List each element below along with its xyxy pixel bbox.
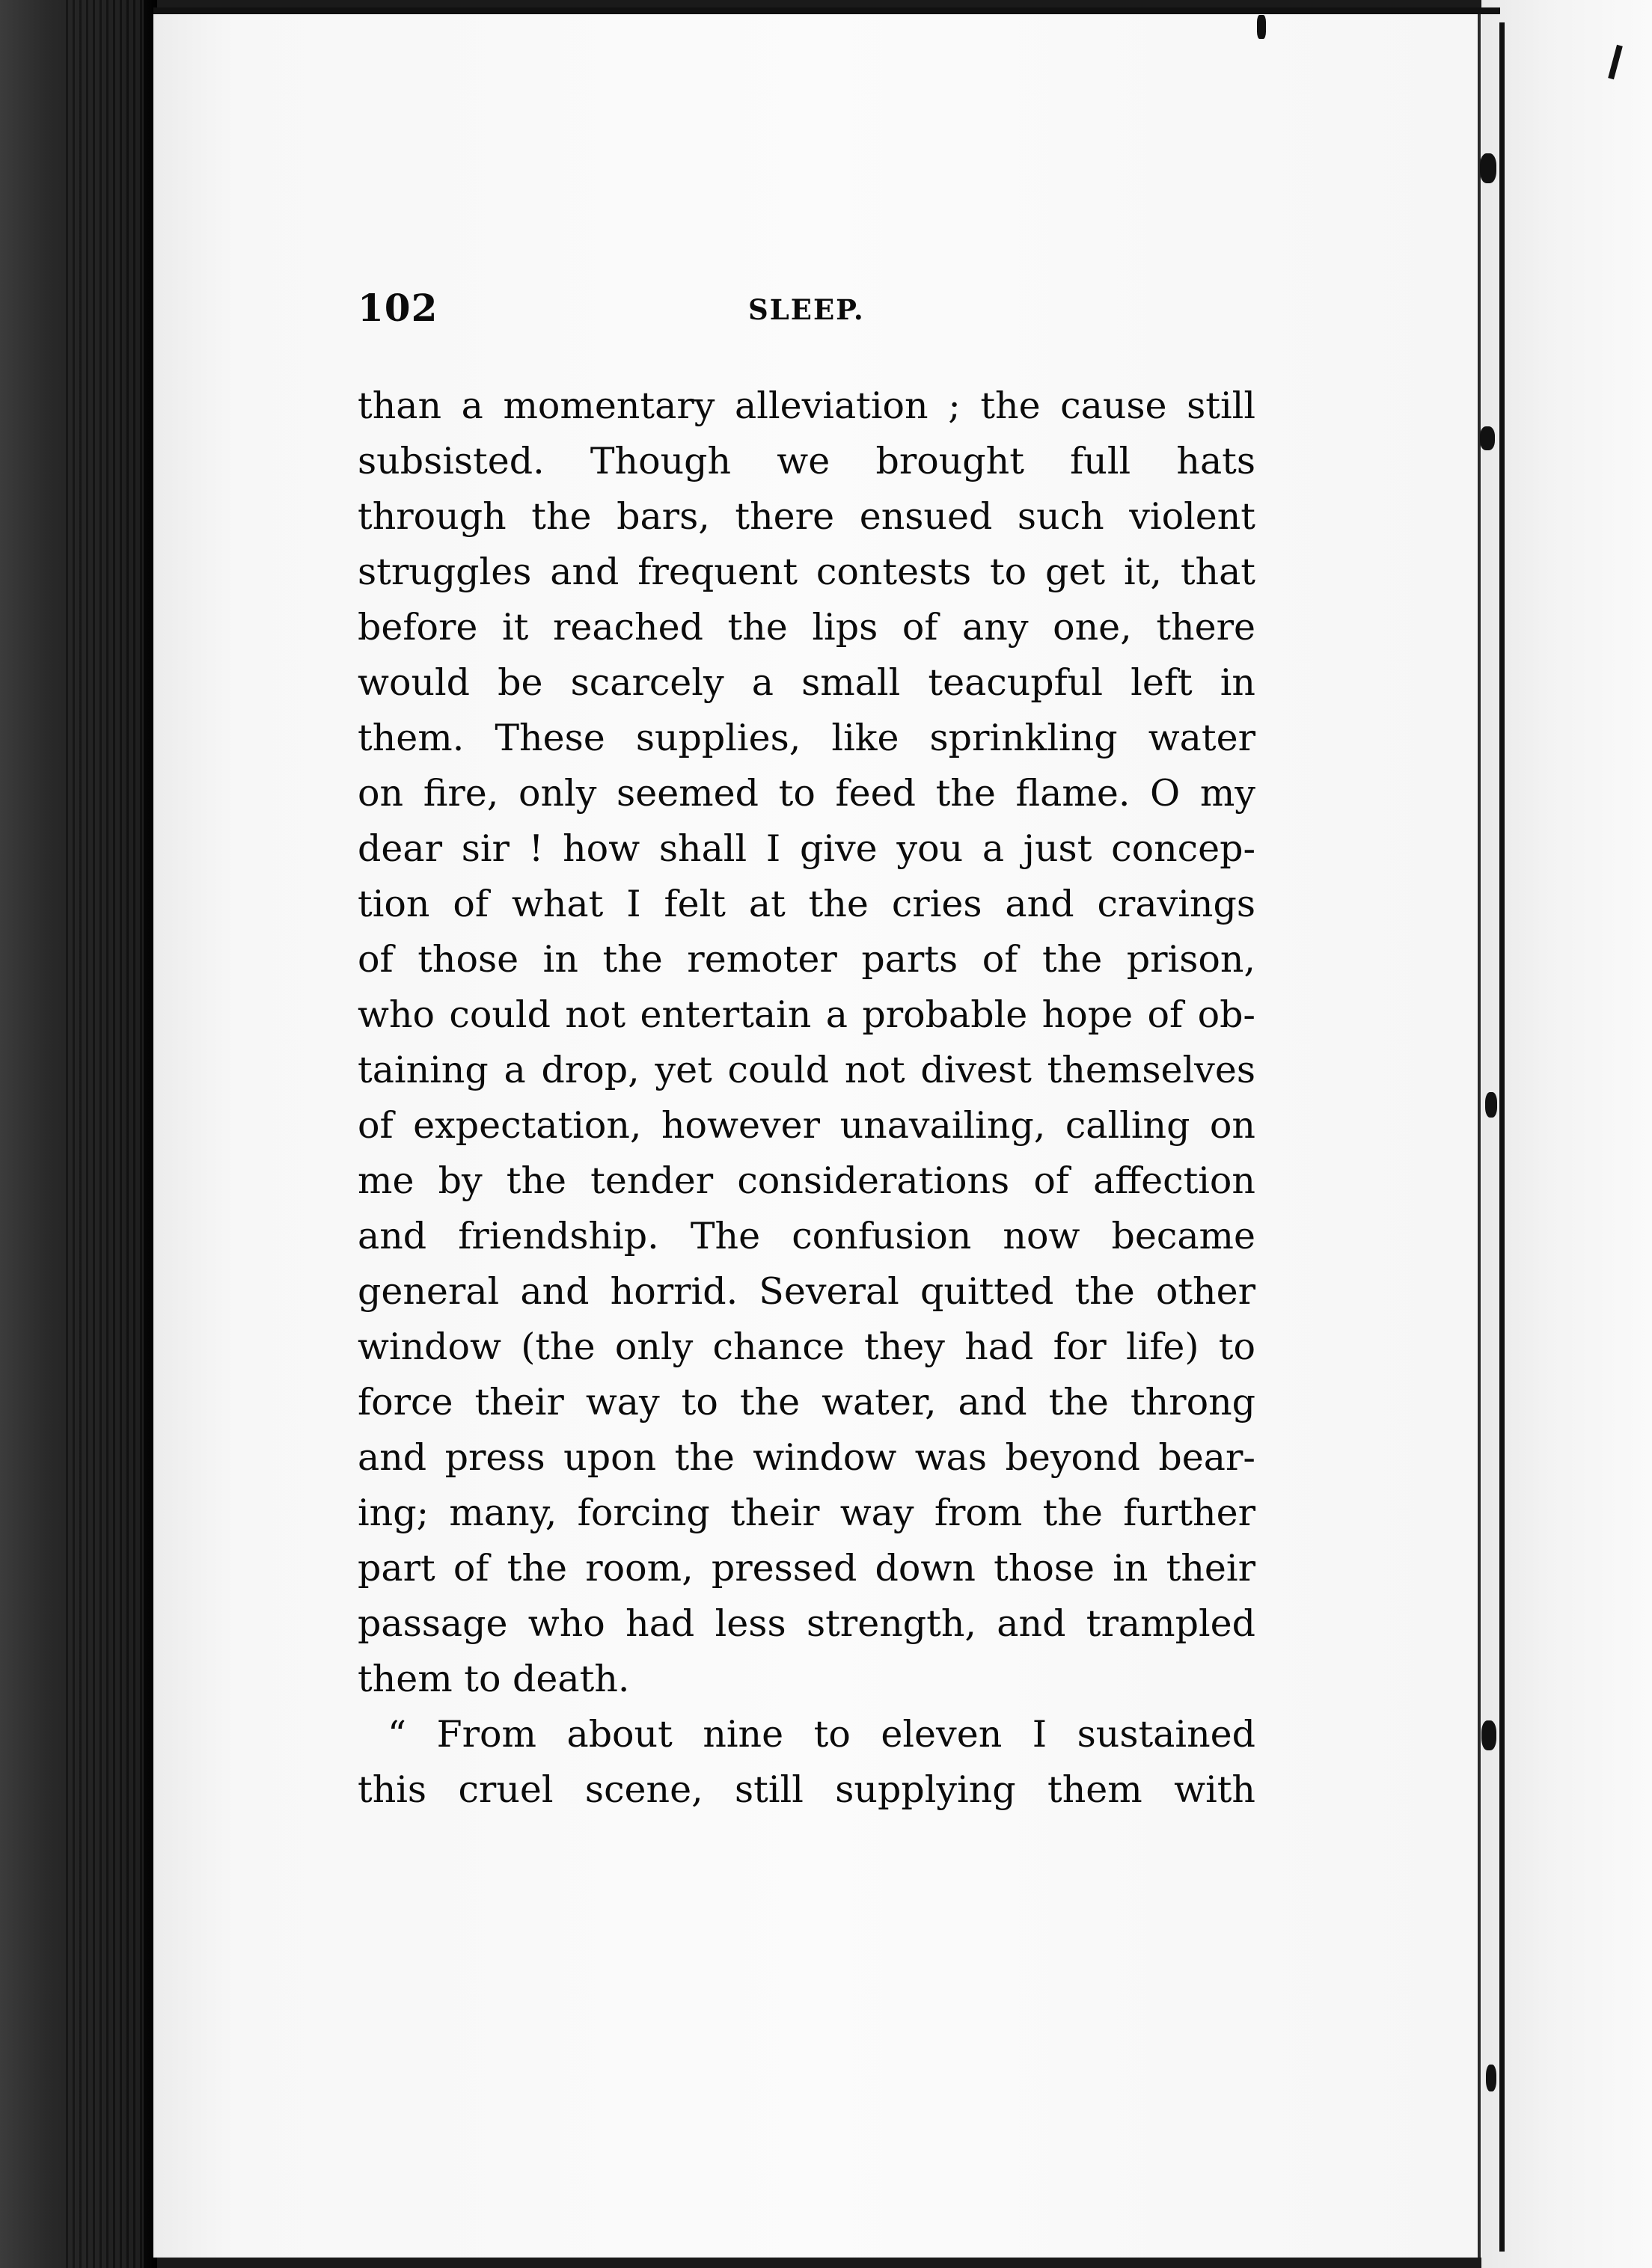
page-right-edge bbox=[1478, 13, 1481, 2258]
text-line: them. These supplies, like sprinkling water bbox=[358, 717, 1255, 759]
running-head: SLEEP. bbox=[748, 293, 865, 326]
text-line: struggles and frequent contests to get it, that bbox=[358, 551, 1255, 593]
text-line: subsisted. Though we brought full hats bbox=[358, 440, 1255, 482]
text-line: them to death. bbox=[358, 1658, 630, 1700]
text-line: would be scarcely a small teacupful left in bbox=[358, 661, 1255, 704]
scan-speck bbox=[1481, 1720, 1496, 1750]
text-line: and friendship. The confusion now became bbox=[358, 1215, 1255, 1257]
text-line: taining a drop, yet could not divest themselves bbox=[358, 1049, 1255, 1091]
body-text bbox=[358, 378, 1255, 1818]
scan-speck bbox=[1480, 426, 1495, 450]
page-top-edge bbox=[153, 7, 1500, 14]
text-line: me by the tender considerations of affection bbox=[358, 1159, 1255, 1202]
text-line: window (the only chance they had for life) to bbox=[358, 1325, 1255, 1368]
text-line: through the bars, there ensued such violent bbox=[358, 495, 1255, 538]
page-number: 102 bbox=[358, 286, 438, 330]
page-header bbox=[358, 286, 1255, 353]
scan-speck bbox=[1485, 1092, 1497, 1118]
page-edges bbox=[61, 0, 144, 2268]
text-line: of expectation, however unavailing, calling on bbox=[358, 1104, 1255, 1147]
scan-speck bbox=[1480, 153, 1496, 183]
right-margin-area bbox=[1481, 0, 1652, 2268]
text-line: part of the room, pressed down those in their bbox=[358, 1547, 1255, 1590]
text-line: passage who had less strength, and trampled bbox=[358, 1602, 1255, 1645]
text-line: force their way to the water, and the throng bbox=[358, 1381, 1255, 1423]
scan-speck bbox=[1257, 15, 1266, 39]
text-line: tion of what I felt at the cries and cravings bbox=[358, 883, 1255, 925]
text-line: on fire, only seemed to feed the flame. O my bbox=[358, 772, 1255, 815]
text-line: dear sir ! how shall I give you a just concep- bbox=[358, 827, 1255, 870]
binding-rule bbox=[1499, 22, 1505, 2252]
text-line: of those in the remoter parts of the prison, bbox=[358, 938, 1255, 981]
scan-speck bbox=[1486, 2065, 1496, 2091]
text-line: ing; many, forcing their way from the further bbox=[358, 1492, 1255, 1534]
text-line: than a momentary alleviation ; the cause still bbox=[358, 384, 1255, 427]
text-line: this cruel scene, still supplying them with bbox=[358, 1768, 1255, 1811]
text-line: general and horrid. Several quitted the other bbox=[358, 1270, 1255, 1313]
text-line: before it reached the lips of any one, there bbox=[358, 606, 1255, 649]
text-line: and press upon the window was beyond bear- bbox=[358, 1436, 1255, 1479]
text-line: “ From about nine to eleven I sustained bbox=[388, 1713, 1255, 1756]
text-line: who could not entertain a probable hope of ob- bbox=[358, 993, 1255, 1036]
